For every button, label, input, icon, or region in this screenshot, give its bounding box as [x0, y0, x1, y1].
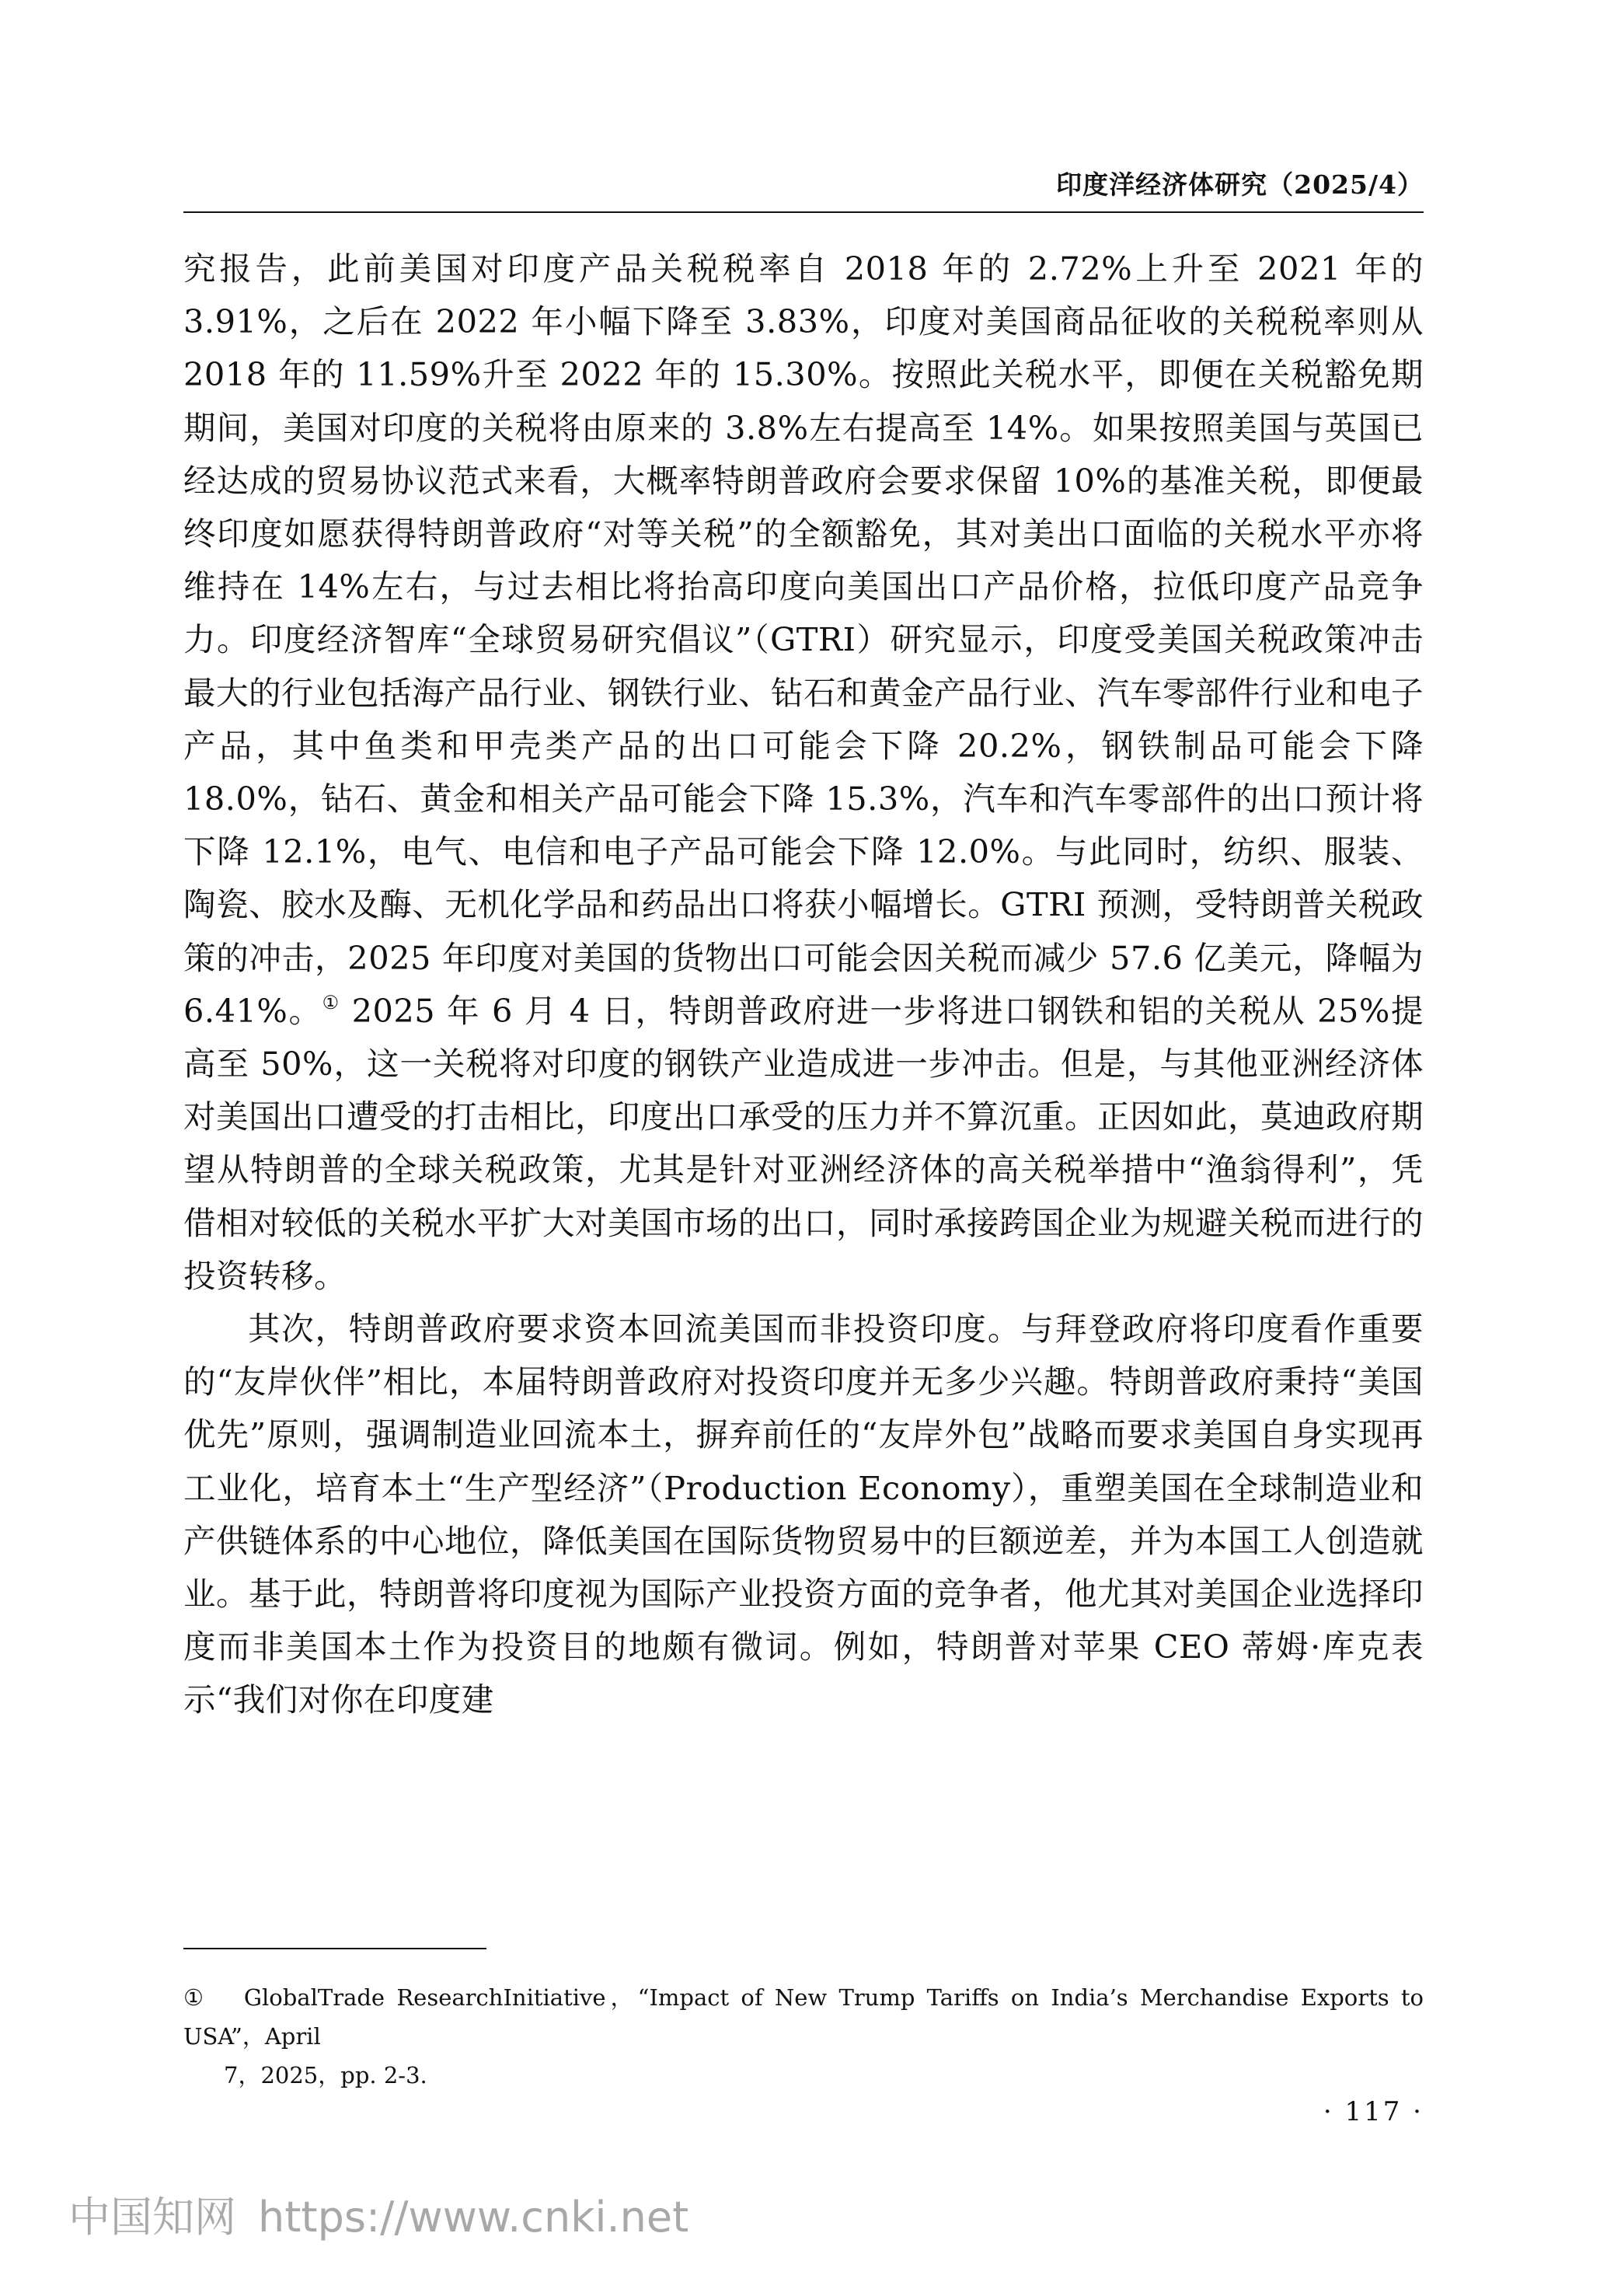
footnote-rule [183, 1948, 486, 1949]
body-text [183, 243, 1424, 1727]
paragraph-1 [183, 243, 1424, 1303]
page-number: · 117 · [1323, 2096, 1424, 2127]
header-rule [183, 211, 1424, 213]
footnote-1 [183, 1978, 1424, 2095]
paragraph-1-text: 究报告，此前美国对印度产品关税税率自 2018 年的 2.72%上升至 2021 年的 3.91%，之后在 2022 年小幅下降至 3.83%，印度对美国商品征收的关税税率则从 2018 年的 11.59%升至 2022 年的 15.30%。按照此关税水平，即便在关税豁免期期间，美国对印度的关税将由原来的 3.8%左右提高至 14%。如果按照美国与英国已经达成的贸易协议范式来看，大概率特朗普政府会要求保留 10%的基准关税，即便最终印度如愿获得特朗普政府“对等关税”的全额豁免，其对美出口面临的关税水平亦将维持在 14%左右，与过去相比将抬高印度向美国出口产品价格，拉低印度产品竞争力。印度经济智库“全球贸易研究倡议”（GTRI）研究显示，印度受美国关税政策冲击最大的行业包括海产品行业、钢铁行业、钻石和黄金产品行业、汽车零部件行业和电子产品，其中鱼类和甲壳类产品的出口可能会下降 20.2%，钢铁制品可能会下降 18.0%，钻石、黄金和相关产品可能会下降 15.3%，汽车和汽车零部件的出口预计将下降 12.1%，电气、电信和电子产品可能会下降 12.0%。与此同时，纺织、服装、陶瓷、胶水及酶、无机化学品和药品出口将获小幅增长。GTRI 预测，受特朗普关税政策的冲击，2025 年印度对美国的货物出口可能会因关税而减少 57.6 亿美元，降幅为 6.41%。 [183, 249, 1424, 1030]
watermark [68, 2184, 688, 2244]
watermark-logo: 中国知网 [68, 2193, 236, 2242]
paragraph-1-continued: 2025 年 6 月 4 日，特朗普政府进一步将进口钢铁和铝的关税从 25%提高至 50%，这一关税将对印度的钢铁产业造成进一步冲击。但是，与其他亚洲经济体对美国出口遭受的打击相比，印度出口承受的压力并不算沉重。正因如此，莫迪政府期望从特朗普的全球关税政策，尤其是针对亚洲经济体的高关税举措中“渔翁得利”，凭借相对较低的关税水平扩大对美国市场的出口，同时承接跨国企业为规避关税而进行的投资转移。 [183, 991, 1424, 1295]
footnote-reference[interactable]: ① [322, 991, 340, 1014]
footnote-marker: ① [183, 1984, 209, 2011]
footnote-text: GlobalTrade ResearchInitiative，“Impact of New Trump Tariffs on India’s Merchandise Exports to USA”，April [183, 1984, 1424, 2050]
running-header: 印度洋经济体研究（2025/4） [1056, 169, 1424, 200]
footnote-text-continued: 7，2025，pp. 2-3. [224, 2062, 427, 2088]
watermark-url[interactable]: https://www.cnki.net [258, 2193, 689, 2242]
paragraph-2: 其次，特朗普政府要求资本回流美国而非投资印度。与拜登政府将印度看作重要的“友岸伙伴”相比，本届特朗普政府对投资印度并无多少兴趣。特朗普政府秉持“美国优先”原则，强调制造业回流本土，摒弃前任的“友岸外包”战略而要求美国自身实现再工业化，培育本土“生产型经济”（Production Economy），重塑美国在全球制造业和产供链体系的中心地位，降低美国在国际货物贸易中的巨额逆差，并为本国工人创造就业。基于此，特朗普将印度视为国际产业投资方面的竞争者，他尤其对美国企业选择印度而非美国本土作为投资目的地颇有微词。例如，特朗普对苹果 CEO 蒂姆·库克表示“我们对你在印度建 [183, 1310, 1424, 1719]
